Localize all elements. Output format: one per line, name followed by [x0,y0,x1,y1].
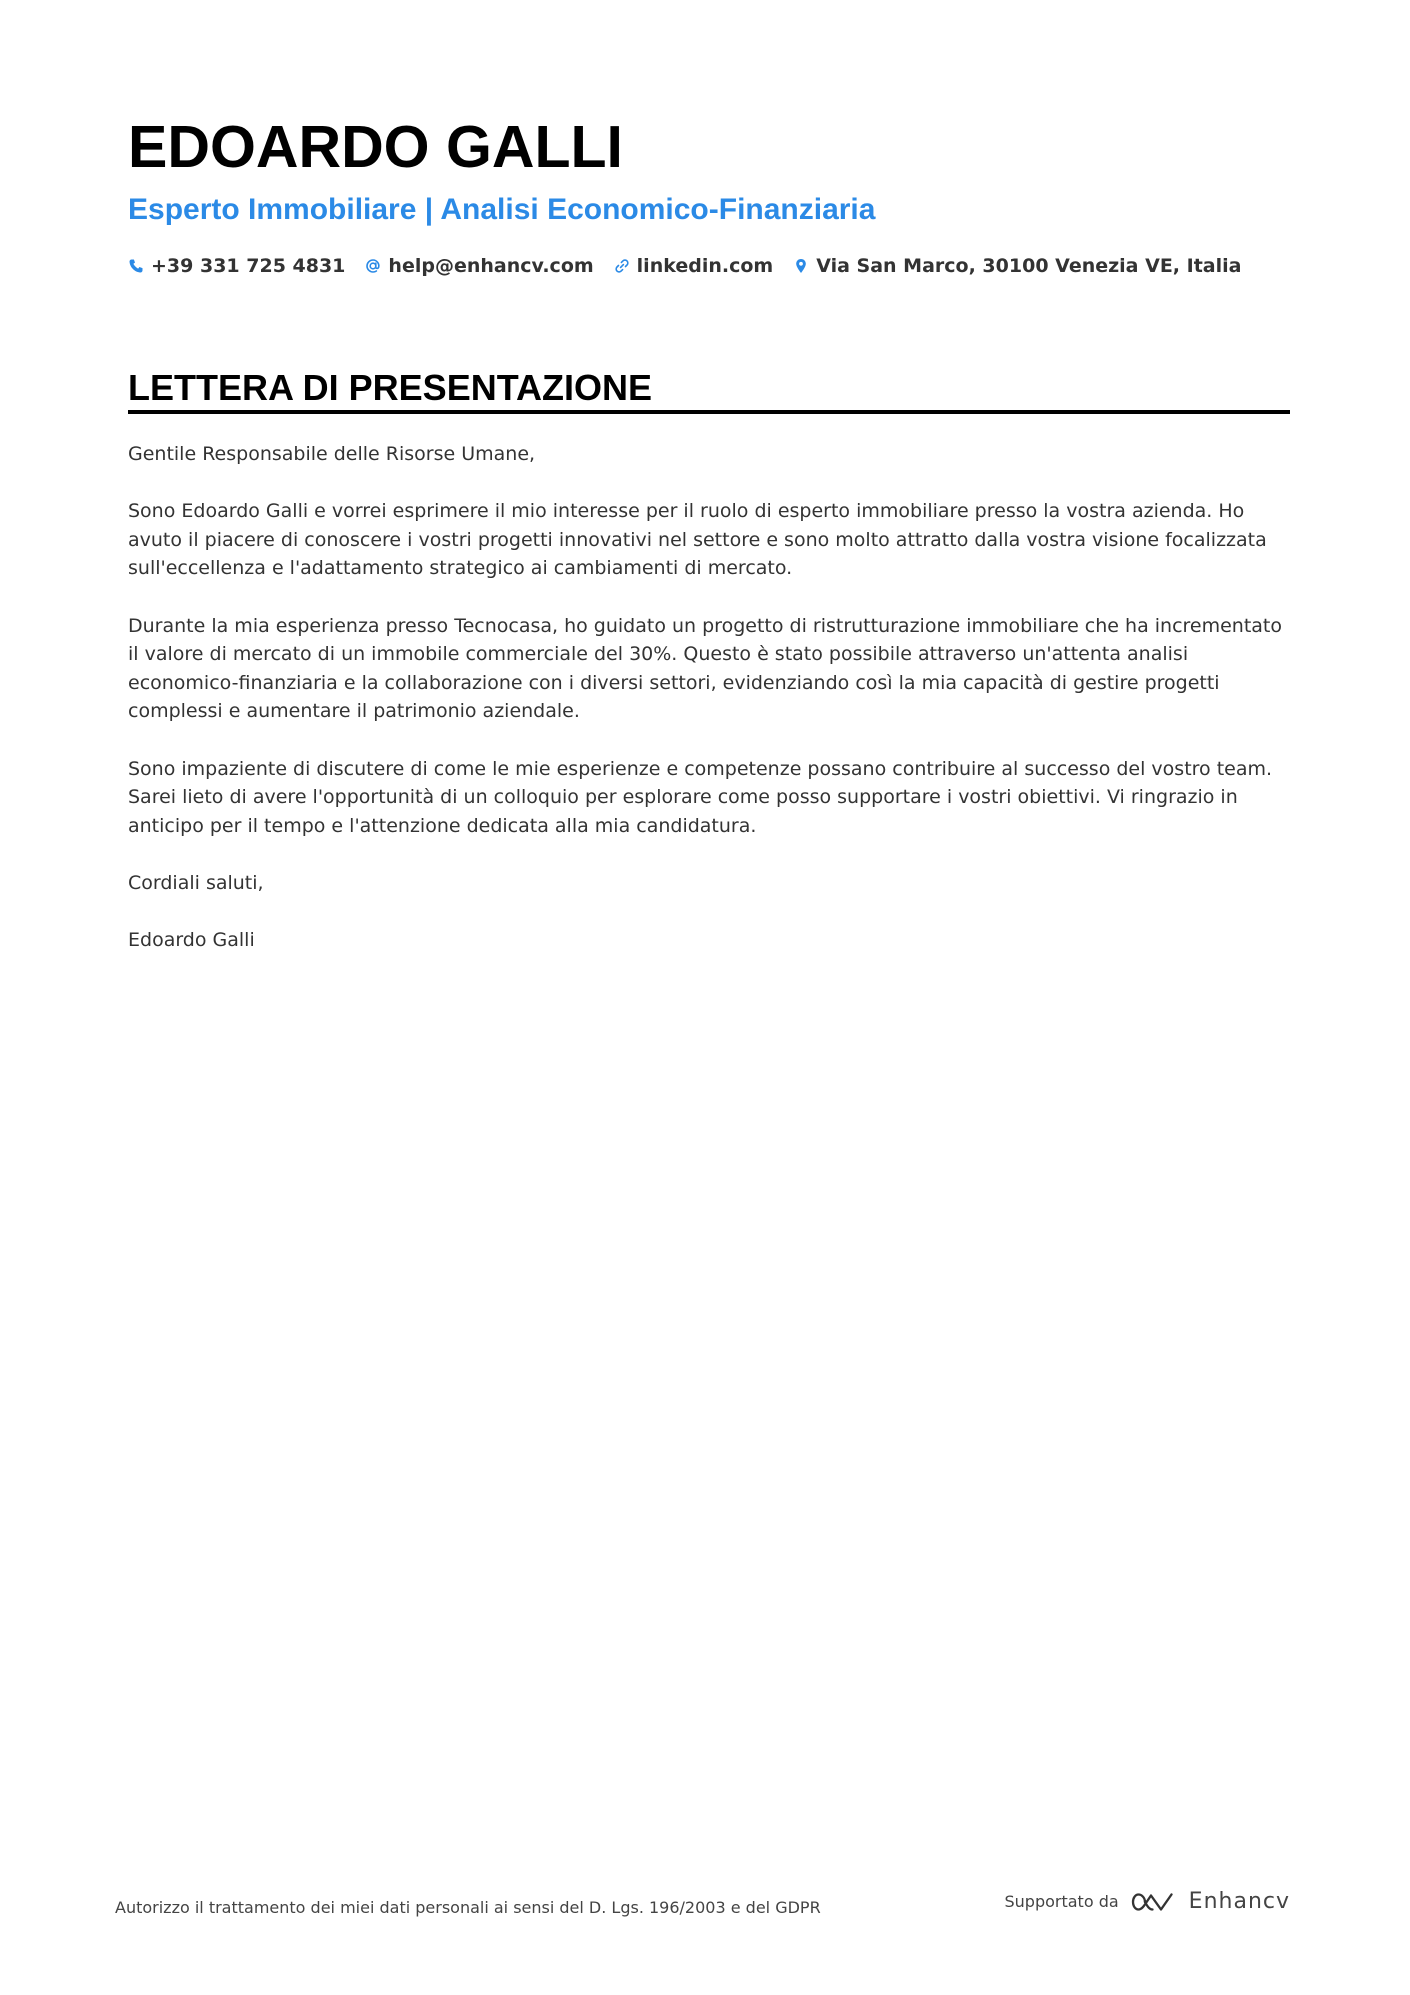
contact-email[interactable] [365,252,593,280]
contact-linkedin-text: linkedin.com [636,255,774,277]
letter-body [128,440,1290,983]
contact-phone [128,252,345,280]
privacy-consent: Autorizzo il trattamento dei miei dati personali ai sensi del D. Lgs. 196/2003 e del GDPR [115,1898,821,1917]
contact-address-text: Via San Marco, 30100 Venezia VE, Italia [816,255,1242,277]
contact-linkedin[interactable] [614,252,774,280]
contact-phone-text: +39 331 725 4831 [151,255,346,277]
letter-greeting: Gentile Responsabile delle Risorse Umane, [128,443,536,465]
letter-paragraph-1: Sono Edoardo Galli e vorrei esprimere il mio interesse per il ruolo di esperto immobiliare presso la vostra azienda. Ho avuto il piacere di conoscere i vostri progetti innovativi nel settore e sono molto attratto dalla vostra visione focalizzata sull'eccellenza e l'adattamento strategico ai cambiamenti di mercato. [128,500,1267,580]
section-heading: LETTERA DI PRESENTAZIONE [128,367,653,408]
letter-paragraph-2: Durante la mia esperienza presso Tecnocasa, ho guidato un progetto di ristrutturazione immobiliare che ha incrementato il valore di mercato di un immobile commerciale del 30%. Questo è stato possibile attraverso un'attenta analisi economico-finanziaria e la collaborazione con i diversi settori, evidenziando così la mia capacità di gestire progetti complessi e aumentare il patrimonio aziendale. [128,614,1283,723]
letter-closing: Cordiali saluti, [128,871,264,894]
powered-by-label: Supportato da [1004,1892,1119,1911]
location-pin-icon [793,258,809,274]
letter-signature: Edoardo Galli [128,929,255,952]
contact-address [793,252,1241,280]
link-icon [614,258,630,274]
contact-bar [128,252,1261,280]
candidate-title: Esperto Immobiliare | Analisi Economico-Finanziaria [128,193,876,226]
contact-email-text: help@enhancv.com [388,255,594,277]
at-icon [365,258,381,274]
enhancv-logo-icon [1131,1890,1177,1914]
enhancv-brand-name: Enhancv [1188,1889,1290,1914]
powered-by[interactable] [1005,1889,1291,1914]
phone-icon [128,258,144,274]
letter-paragraph-3: Sono impaziente di discutere di come le mie esperienze e competenze possano contribuire al successo del vostro team. Sarei lieto di avere l'opportunità di un colloquio per esplorare come posso supportare i vostri obiettivi. Vi ringrazio in anticipo per il tempo e l'attenzione dedicata alla mia candidatura. [128,757,1273,837]
section-divider [128,410,1290,414]
candidate-name: EDOARDO GALLI [128,114,623,180]
